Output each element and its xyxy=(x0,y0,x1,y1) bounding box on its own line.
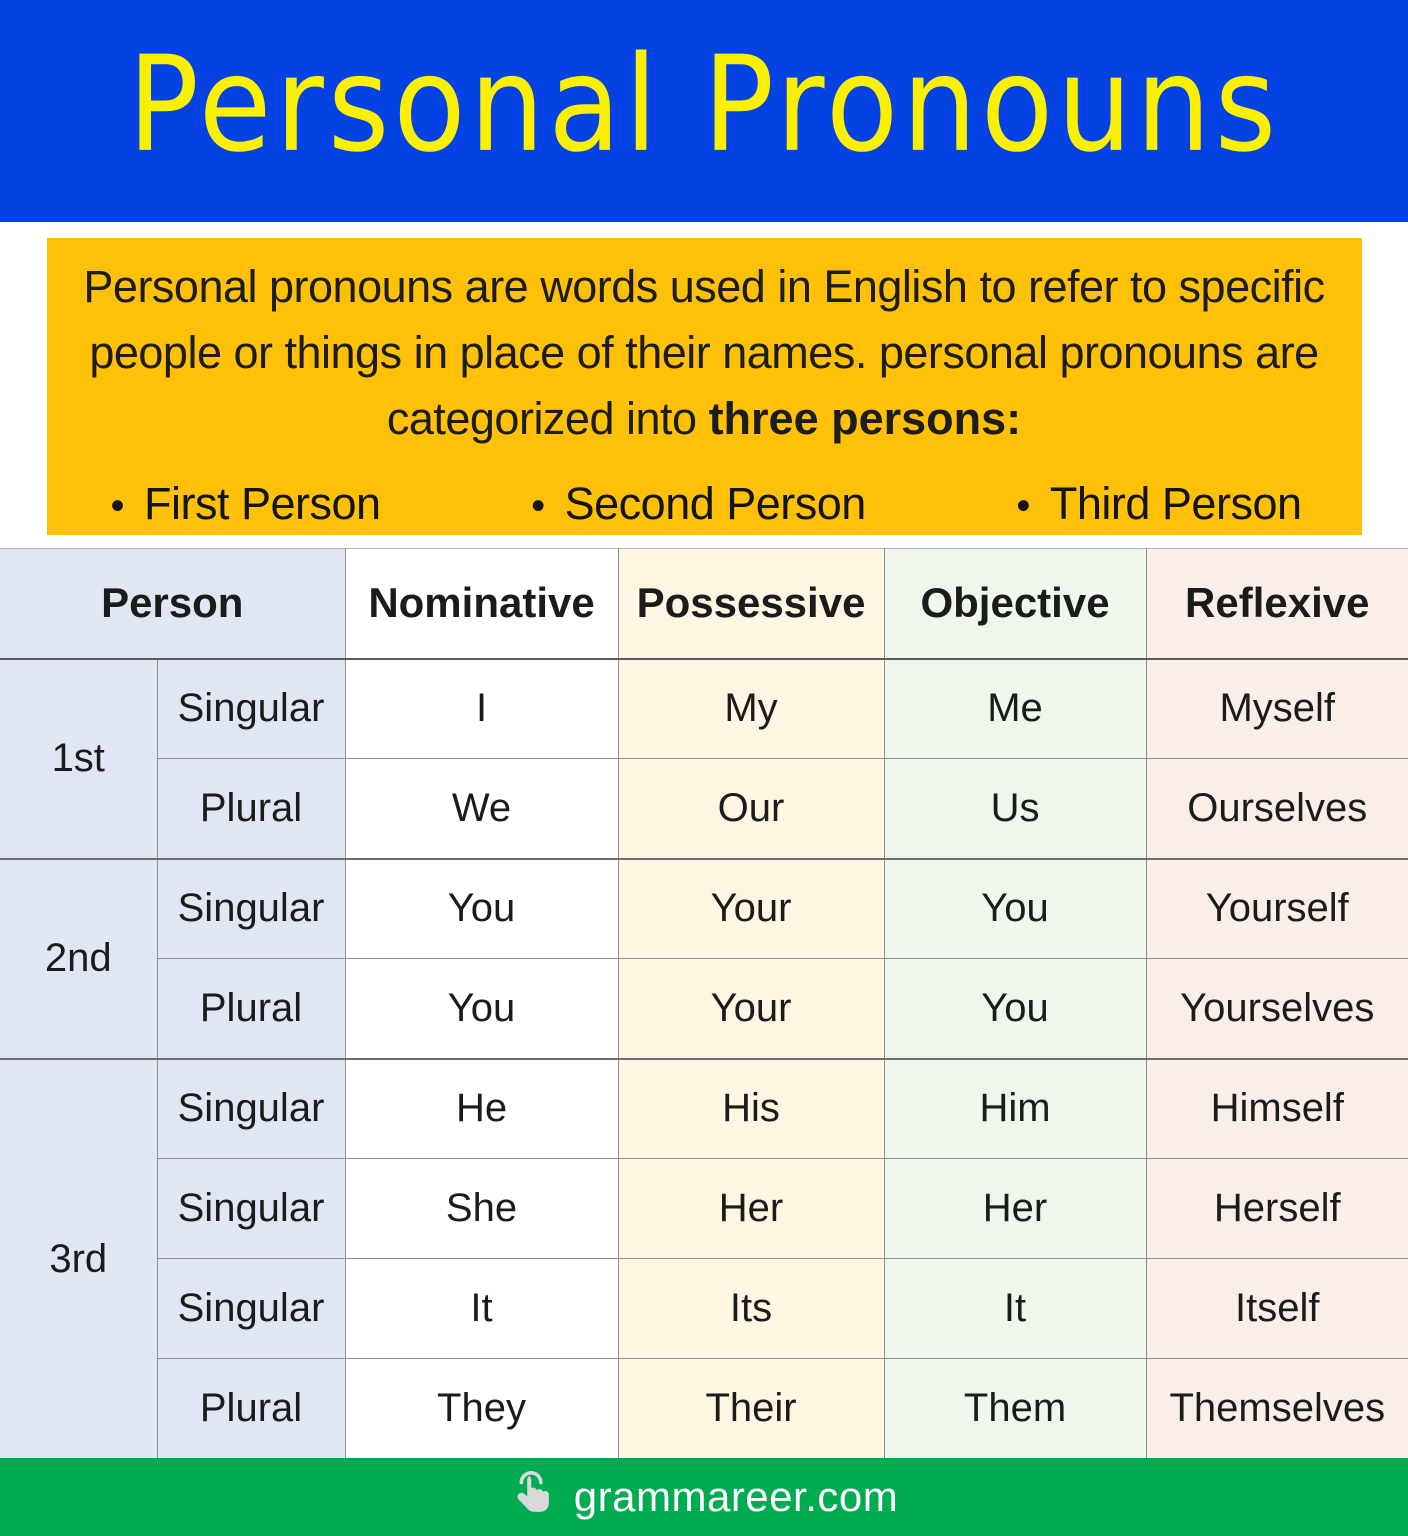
person-group-label-1st: 1st xyxy=(0,659,157,859)
column-header-nominative: Nominative xyxy=(345,549,618,659)
objective-cell: Us xyxy=(884,759,1146,859)
number-cell: Singular xyxy=(157,659,345,759)
table-header-row xyxy=(0,549,1408,659)
number-cell: Singular xyxy=(157,1059,345,1159)
objective-cell: Them xyxy=(884,1359,1146,1459)
list-item xyxy=(531,478,866,530)
table-row xyxy=(0,1259,1408,1359)
number-cell: Singular xyxy=(157,859,345,959)
description-text xyxy=(81,254,1328,452)
objective-cell: It xyxy=(884,1259,1146,1359)
possessive-cell: Your xyxy=(618,959,884,1059)
description-box xyxy=(47,238,1362,535)
reflexive-cell: Themselves xyxy=(1146,1359,1408,1459)
title-banner xyxy=(0,0,1408,222)
list-item xyxy=(111,478,381,530)
table-row xyxy=(0,659,1408,759)
reflexive-cell: Myself xyxy=(1146,659,1408,759)
number-cell: Plural xyxy=(157,759,345,859)
page-title: Personal Pronouns xyxy=(127,26,1281,182)
objective-cell: Her xyxy=(884,1159,1146,1259)
table-row xyxy=(0,1359,1408,1459)
nominative-cell: It xyxy=(345,1259,618,1359)
number-cell: Plural xyxy=(157,1359,345,1459)
objective-cell: You xyxy=(884,959,1146,1059)
column-header-possessive: Possessive xyxy=(618,549,884,659)
bullet-icon: • xyxy=(531,484,545,528)
possessive-cell: Their xyxy=(618,1359,884,1459)
nominative-cell: They xyxy=(345,1359,618,1459)
table-row xyxy=(0,1059,1408,1159)
person-group-label-3rd: 3rd xyxy=(0,1059,157,1459)
description-body: Personal pronouns are words used in English to refer to specific people or things in place of their names. personal pronouns are categorized into xyxy=(83,261,1325,444)
bullet-label: Third Person xyxy=(1049,478,1302,529)
reflexive-cell: Herself xyxy=(1146,1159,1408,1259)
objective-cell: Him xyxy=(884,1059,1146,1159)
possessive-cell: Her xyxy=(618,1159,884,1259)
column-header-objective: Objective xyxy=(884,549,1146,659)
reflexive-cell: Himself xyxy=(1146,1059,1408,1159)
bullet-icon: • xyxy=(110,484,125,528)
possessive-cell: My xyxy=(618,659,884,759)
number-cell: Singular xyxy=(157,1159,345,1259)
tap-hand-icon xyxy=(510,1469,554,1526)
person-bullet-list xyxy=(81,478,1328,530)
number-cell: Singular xyxy=(157,1259,345,1359)
table-row xyxy=(0,959,1408,1059)
reflexive-cell: Yourself xyxy=(1146,859,1408,959)
bullet-label: Second Person xyxy=(564,478,866,529)
person-group-label-2nd: 2nd xyxy=(0,859,157,1059)
site-name: grammareer.com xyxy=(573,1473,899,1520)
list-item xyxy=(1016,478,1301,530)
possessive-cell: Your xyxy=(618,859,884,959)
nominative-cell: We xyxy=(345,759,618,859)
objective-cell: You xyxy=(884,859,1146,959)
footer-bar xyxy=(0,1458,1408,1536)
column-header-person: Person xyxy=(0,549,345,659)
bullet-label: First Person xyxy=(144,478,381,529)
table-row xyxy=(0,859,1408,959)
reflexive-cell: Yourselves xyxy=(1146,959,1408,1059)
nominative-cell: I xyxy=(345,659,618,759)
possessive-cell: Our xyxy=(618,759,884,859)
possessive-cell: Its xyxy=(618,1259,884,1359)
table-row xyxy=(0,759,1408,859)
nominative-cell: He xyxy=(345,1059,618,1159)
possessive-cell: His xyxy=(618,1059,884,1159)
reflexive-cell: Ourselves xyxy=(1146,759,1408,859)
objective-cell: Me xyxy=(884,659,1146,759)
description-emphasis: three persons: xyxy=(708,393,1022,444)
number-cell: Plural xyxy=(157,959,345,1059)
pronoun-table xyxy=(0,548,1408,1459)
reflexive-cell: Itself xyxy=(1146,1259,1408,1359)
nominative-cell: You xyxy=(345,859,618,959)
bullet-icon: • xyxy=(1016,484,1030,528)
table-row xyxy=(0,1159,1408,1259)
column-header-reflexive: Reflexive xyxy=(1146,549,1408,659)
nominative-cell: You xyxy=(345,959,618,1059)
nominative-cell: She xyxy=(345,1159,618,1259)
